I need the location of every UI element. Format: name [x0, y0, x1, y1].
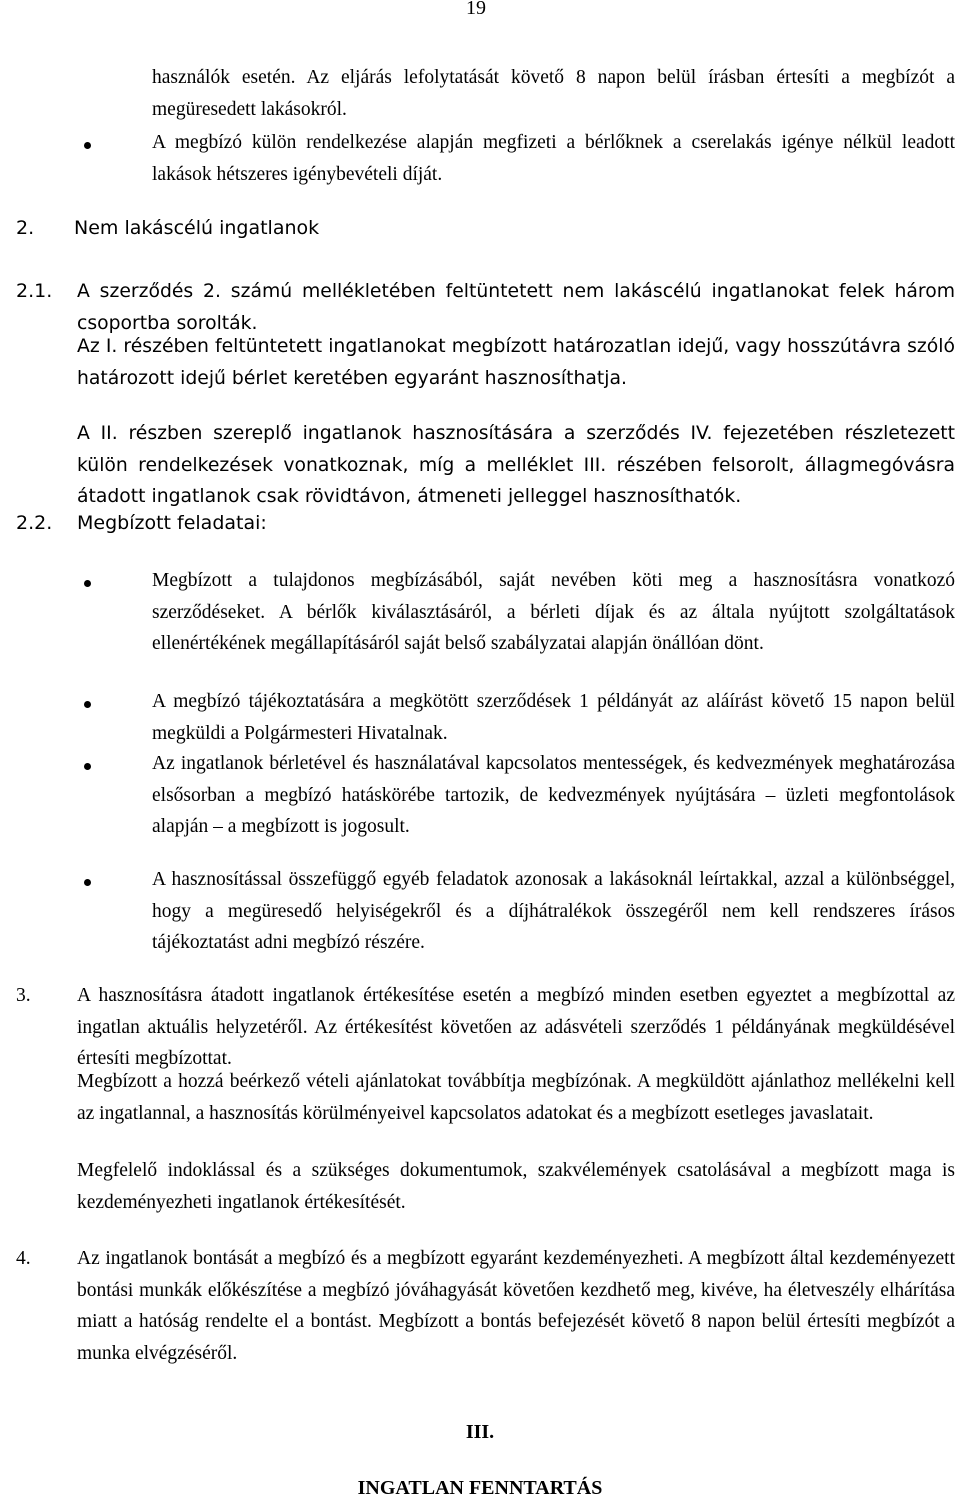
section-3-paragraph-2: Megbízott a hozzá beérkező vételi ajánlatokat továbbítja megbízónak. A megküldött ajánlathoz mellékelni kell az ingatlannal, a hasznosítás körülményeivel kapcsolatos adatokat és a megbízott esetleges javaslatait.: [77, 1071, 955, 1124]
section-2-1-paragraph-3: A II. részben szereplő ingatlanok hasznosítására a szerződés IV. fejezetében részletezett külön rendelkezések vonatkoznak, míg a melléklet III. részében felsorolt, állagmegóvásra átadott ingatlanok csak rövidtávon, átmeneti jelleggel hasznosíthatók.: [77, 423, 955, 507]
task-item-2: A megbízó tájékoztatására a megkötött szerződések 1 példányát az aláírást követő 15 napon belül megküldi a Polgármesteri Hivatalnak.: [152, 691, 955, 744]
section-3-number: 3.: [16, 985, 31, 1006]
bullet-icon: [84, 701, 91, 708]
section-4-number: 4.: [16, 1248, 31, 1269]
page-number: 19: [466, 0, 486, 19]
section-2-2-title: Megbízott feladatai:: [77, 512, 267, 534]
section-2-number: 2.: [16, 217, 35, 239]
section-3-paragraph-3: Megfelelő indoklással és a szükséges dokumentumok, szakvélemények csatolásával a megbízott maga is kezdeményezheti ingatlanok értékesítését.: [77, 1160, 955, 1213]
section-2-title: Nem lakáscélú ingatlanok: [74, 217, 320, 239]
section-2-1-paragraph-2: Az I. részében feltüntetett ingatlanokat megbízott határozatlan idejű, vagy hosszútávra szóló határozott idejű bérlet keretében egyaránt hasznosíthatja.: [77, 336, 955, 389]
section-2-1-number: 2.1.: [16, 280, 53, 302]
bullet-icon: [84, 580, 91, 587]
section-4-paragraph: Az ingatlanok bontását a megbízó és a megbízott egyaránt kezdeményezheti. A megbízott által kezdeményezett bontási munkák előkészítése a megbízó jóváhagyását követően kezdhető meg, kivéve, ha életveszély elhárítása miatt a hatóság rendelte el a bontást. Megbízott a bontás befejezését követő 8 napon belül értesíti megbízót a munka elvégzéséről.: [77, 1248, 955, 1364]
bullet-icon: [84, 142, 91, 149]
section-2-1-paragraph-1: A szerződés 2. számú mellékletében feltüntetett nem lakáscélú ingatlanokat felek három csoportba sorolták.: [77, 281, 955, 334]
task-item-1: Megbízott a tulajdonos megbízásából, saját nevében köti meg a hasznosításra vonatkozó szerződéseket. A bérlők kiválasztásáról, a bérleti díjak és az általa nyújtott szolgáltatások ellenértékének megállapításáról saját belső szabályzatai alapján önállóan dönt.: [152, 570, 955, 654]
chapter-title: INGATLAN FENNTARTÁS: [357, 1477, 603, 1499]
intro-paragraph-2: A megbízó külön rendelkezése alapján megfizeti a bérlőknek a cserelakás igénye nélkül leadott lakások hétszeres igénybevételi díját.: [152, 132, 955, 185]
section-2-2-number: 2.2.: [16, 512, 53, 534]
chapter-number: III.: [465, 1421, 495, 1443]
bullet-icon: [84, 879, 91, 886]
task-item-4: A hasznosítással összefüggő egyéb feladatok azonosak a lakásoknál leírtakkal, azzal a különbséggel, hogy a megüresedő helyiségekről és a díjhátralékok összegéről nem kell rendszeres írásos tájékoztatást adni megbízó részére.: [152, 869, 955, 953]
task-item-3: Az ingatlanok bérletével és használatával kapcsolatos mentességek, és kedvezmények meghatározása elsősorban a megbízó hatáskörébe tartozik, de kedvezmények nyújtására – üzleti megfontolások alapján – a megbízott is jogosult.: [152, 753, 955, 837]
section-3-paragraph-1: A hasznosításra átadott ingatlanok értékesítése esetén a megbízó minden esetben egyeztet a megbízottal az ingatlan aktuális helyzetéről. Az értékesítést követően az adásvételi szerződés 1 példányának megküldésével értesíti megbízottat.: [77, 985, 955, 1069]
bullet-icon: [84, 763, 91, 770]
intro-paragraph-1: használók esetén. Az eljárás lefolytatását követő 8 napon belül írásban értesíti a megbízót a megüresedett lakásokról.: [152, 67, 955, 120]
